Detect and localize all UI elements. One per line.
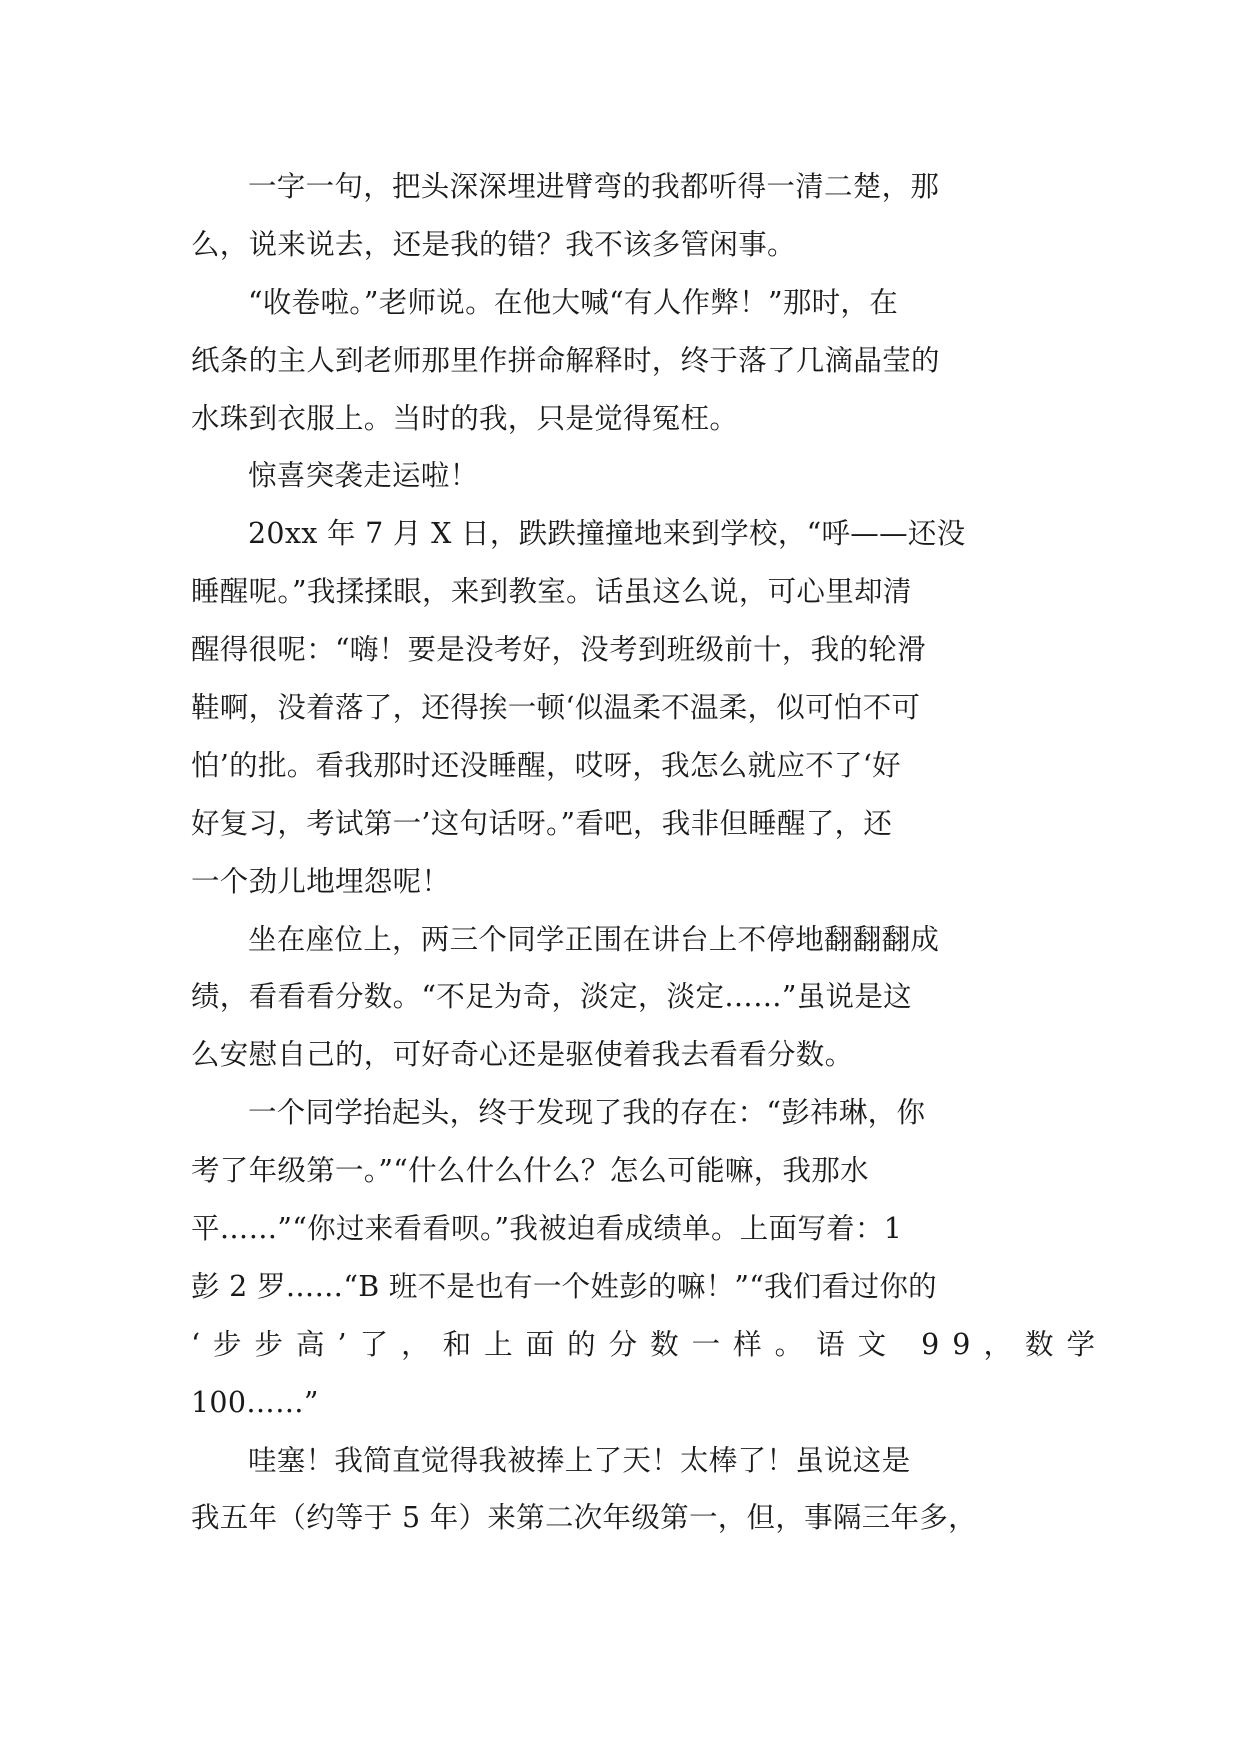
paragraph-line: 么安慰自己的，可好奇心还是驱使着我去看看分数。	[191, 1038, 854, 1072]
paragraph-line: 怕’的批。看我那时还没睡醒，哎呀，我怎么就应不了‘好	[191, 748, 901, 782]
paragraph-line: 纸条的主人到老师那里作拼命解释时，终于落了几滴晶莹的	[191, 343, 940, 377]
paragraph-line: 水珠到衣服上。当时的我，只是觉得冤枉。	[191, 401, 739, 435]
paragraph-line: 平……”“你过来看看呗。”我被迫看成绩单。上面写着：1	[191, 1212, 903, 1246]
paragraph-line: 我五年（约等于 5 年）来第二次年级第一，但，事隔三年多，	[191, 1501, 977, 1535]
paragraph-line: 坐在座位上，两三个同学正围在讲台上不停地翻翻翻成	[248, 922, 940, 956]
paragraph-line: 一字一句，把头深深埋进臂弯的我都听得一清二楚，那	[248, 170, 940, 203]
paragraph-line: ‘步步高’了，和上面的分数一样。语文 99，数学	[191, 1327, 1108, 1361]
paragraph-line: 彭 2 罗……“B 班不是也有一个姓彭的嘛！”“我们看过你的	[191, 1269, 937, 1303]
paragraph-line: 么，说来说去，还是我的错？我不该多管闲事。	[191, 227, 796, 261]
paragraph-line: 一个劲儿地埋怨呢！	[191, 864, 451, 898]
paragraph-line: 睡醒呢。”我揉揉眼，来到教室。话虽这么说，可心里却清	[191, 575, 912, 609]
paragraph-line: 醒得很呢：“嗨！要是没考好，没考到班级前十，我的轮滑	[191, 633, 926, 667]
paragraph-line: 100……”	[191, 1385, 319, 1419]
paragraph-line: 惊喜突袭走运啦！	[248, 459, 479, 493]
paragraph-line: 考了年级第一。”“什么什么什么？怎么可能嘛，我那水	[191, 1154, 869, 1188]
paragraph-line: “收卷啦。”老师说。在他大喊“有人作弊！”那时，在	[248, 285, 899, 319]
paragraph-line: 一个同学抬起头，终于发现了我的存在：“彭祎琳，你	[248, 1096, 926, 1130]
paragraph-line: 哇塞！我简直觉得我被捧上了天！太棒了！虽说这是	[248, 1443, 911, 1477]
paragraph-line: 好复习，考试第一’这句话呀。”看吧，我非但睡醒了，还	[191, 806, 893, 840]
paragraph-line: 鞋啊，没着落了，还得挨一顿‘似温柔不温柔，似可怕不可	[191, 691, 921, 725]
paragraph-line: 20xx 年 7 月 X 日，跌跌撞撞地来到学校，“呼——还没	[248, 517, 966, 551]
paragraph-line: 绩，看看看分数。“不足为奇，淡定，淡定……”虽说是这	[191, 980, 912, 1014]
document-body	[191, 158, 1108, 1547]
